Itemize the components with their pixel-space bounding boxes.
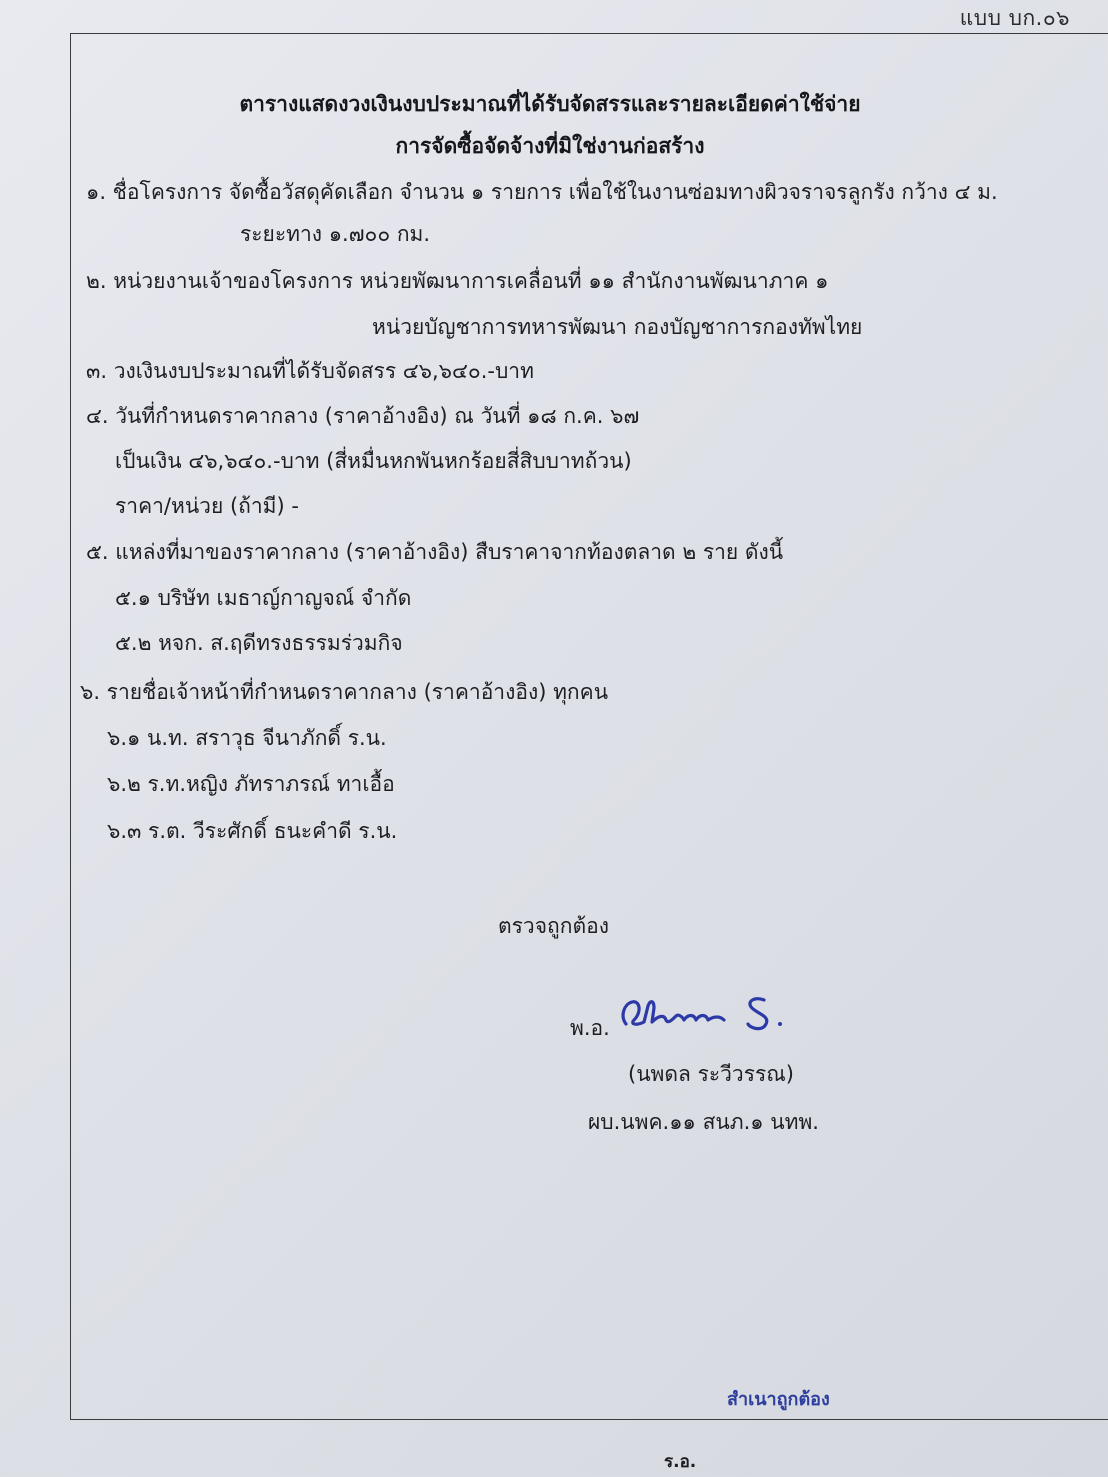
item-6-officials: ๖. รายชื่อเจ้าหน้าที่กำหนดราคากลาง (ราคาอ้างอิง) ทุกคน	[80, 680, 609, 704]
certified-copy-stamp: สำเนาถูกต้อง	[727, 1389, 830, 1410]
form-code: แบบ บก.๐๖	[959, 6, 1070, 30]
document-title-line1: ตารางแสดงวงเงินงบประมาณที่ได้รับจัดสรรและรายละเอียดค่าใช้จ่าย	[239, 92, 861, 116]
item-6-2-official: ๖.๒ ร.ท.หญิง ภัทราภรณ์ ทาเอื้อ	[107, 772, 395, 796]
item-1-project-name: ๑. ชื่อโครงการ จัดซื้อวัสดุคัดเลือก จำนวน ๑ รายการ เพื่อใช้ในงานซ่อมทางผิวจราจรลูกรัง กว้าง ๔ ม.	[86, 180, 998, 204]
verified-label: ตรวจถูกต้อง	[498, 914, 609, 938]
handwritten-signature	[614, 986, 794, 1046]
item-4-unit-price: ราคา/หน่วย (ถ้ามี) -	[115, 494, 299, 518]
item-6-1-official: ๖.๑ น.ท. สราวุธ จีนาภักดิ์ ร.น.	[107, 726, 387, 750]
item-1-distance: ระยะทาง ๑.๗๐๐ กม.	[240, 222, 431, 246]
item-4-amount: เป็นเงิน ๔๖,๖๔๐.-บาท (สี่หมื่นหกพันหกร้อยสี่สิบบาทถ้วน)	[115, 449, 632, 473]
item-5-2-vendor: ๕.๒ หจก. ส.ฤดีทรงธรรมร่วมกิจ	[115, 631, 403, 655]
initials: ร.อ.	[664, 1452, 697, 1472]
signer-name: (นพดล ระวีวรรณ)	[628, 1062, 794, 1086]
item-2-owner-unit-cont: หน่วยบัญชาการทหารพัฒนา กองบัญชาการกองทัพไทย	[372, 315, 863, 339]
signer-rank: พ.อ.	[570, 1016, 610, 1040]
item-6-3-official: ๖.๓ ร.ต. วีระศักดิ์ ธนะคำดี ร.น.	[107, 819, 398, 843]
item-5-1-vendor: ๕.๑ บริษัท เมธาญ์กาญจณ์ จำกัด	[115, 586, 412, 610]
signer-position: ผบ.นพค.๑๑ สนภ.๑ นทพ.	[588, 1110, 819, 1134]
item-4-price-date: ๔. วันที่กำหนดราคากลาง (ราคาอ้างอิง) ณ วันที่ ๑๘ ก.ค. ๖๗	[86, 404, 640, 428]
document-title-line2: การจัดซื้อจัดจ้างที่มิใช่งานก่อสร้าง	[395, 134, 705, 158]
item-5-price-source: ๕. แหล่งที่มาของราคากลาง (ราคาอ้างอิง) สืบราคาจากท้องตลาด ๒ ราย ดังนี้	[86, 540, 784, 564]
item-3-budget: ๓. วงเงินงบประมาณที่ได้รับจัดสรร ๔๖,๖๔๐.-บาท	[86, 359, 534, 383]
item-2-owner-unit: ๒. หน่วยงานเจ้าของโครงการ หน่วยพัฒนาการเคลื่อนที่ ๑๑ สำนักงานพัฒนาภาค ๑	[86, 269, 829, 293]
